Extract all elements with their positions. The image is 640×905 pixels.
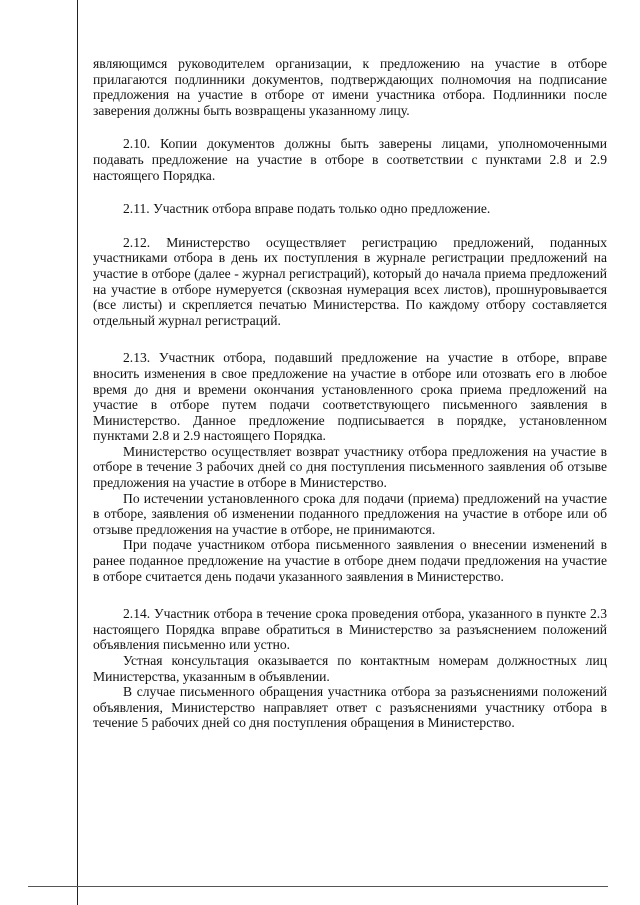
paragraph-2-14-written: В случае письменного обращения участника отбора за разъяснениями положений объявления, Министерство направляет ответ с разъяснениями участнику отбора в течение 5 рабочих дней со дня поступления обращения в Министерство. bbox=[93, 684, 607, 731]
paragraph-2-14-oral: Устная консультация оказывается по контактным номерам должностных лиц Министерства, указанным в объявлении. bbox=[93, 653, 607, 684]
paragraph-2-12: 2.12. Министерство осуществляет регистрацию предложений, поданных участниками отбора в день их поступления в журнале регистрации предложений на участие в отборе (далее - журнал регистраций), который до начала приема предложений на участие в отборе нумеруется (сквозная нумерация всех листов), прошнуровывается (все листы) и скрепляется печатью Министерства. По каждому отбору составляется отдельный журнал регистраций. bbox=[93, 234, 607, 328]
paragraph-2-13-changes: При подаче участником отбора письменного заявления о внесении изменений в ранее поданное предложение на участие в отборе днем подачи предложения на участие в отборе считается день подачи указанного заявления в Министерство. bbox=[93, 537, 607, 584]
paragraph-2-10: 2.10. Копии документов должны быть заверены лицами, уполномоченными подавать предложение на участие в отборе в соответствии с пунктами 2.8 и 2.9 настоящего Порядка. bbox=[93, 136, 607, 183]
paragraph-2-14: 2.14. Участник отбора в течение срока проведения отбора, указанного в пункте 2.3 настоящего Порядка вправе обратиться в Министерство за разъяснением положений объявления письменно или устно. bbox=[93, 606, 607, 653]
paragraph-continuation: являющимся руководителем организации, к предложению на участие в отборе прилагаются подлинники документов, подтверждающих полномочия на подписание предложения на участие в отборе от имени участника отбора. Подлинники после заверения должны быть возвращены указанному лицу. bbox=[93, 56, 607, 118]
paragraph-2-11: 2.11. Участник отбора вправе подать только одно предложение. bbox=[123, 201, 491, 217]
bottom-margin-rule bbox=[28, 886, 608, 887]
left-margin-rule bbox=[77, 0, 78, 905]
paragraph-2-13-return: Министерство осуществляет возврат участнику отбора предложения на участие в отборе в течение 3 рабочих дней со дня поступления письменного заявления об отзыве предложения на участие в отборе в Министерство. bbox=[93, 443, 607, 491]
document-page bbox=[93, 56, 607, 731]
paragraph-2-13-deadline: По истечении установленного срока для подачи (приема) предложений на участие в отборе, заявления об изменении поданного предложения на участие в отборе или об отзыве предложения на участие в отборе, не принимаются. bbox=[93, 490, 607, 537]
paragraph-2-13: 2.13. Участник отбора, подавший предложение на участие в отборе, вправе вносить изменения в свое предложение на участие в отборе или отозвать его в любое время до дня и времени окончания установленного срока приема предложений на участие в отборе путем подачи соответствующего письменного заявления в Министерство. Данное предложение подписывается в порядке, установленном пунктами 2.8 и 2.9 настоящего Порядка. bbox=[93, 350, 607, 444]
